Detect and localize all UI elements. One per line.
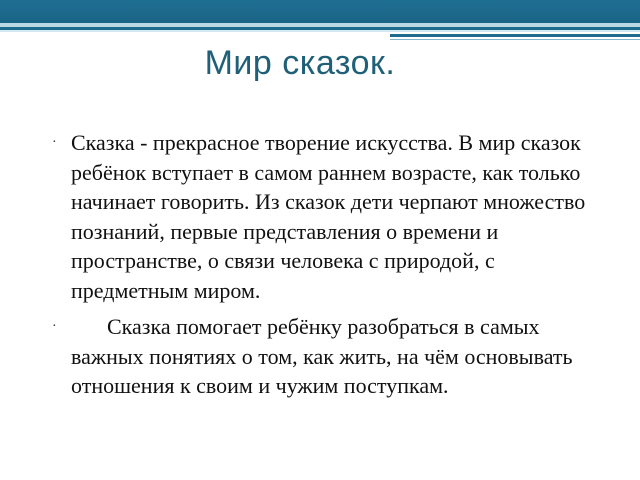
paragraph-text: Сказка помогает ребёнку разобраться в самых важных понятиях о том, как жить, на чём основывать отношения к своим и чужим поступкам. [71,314,573,398]
bullet-dot-icon: · [52,319,57,334]
paragraph-text: Сказка - прекрасное творение искусства. В мир сказок ребёнок вступает в самом раннем возрасте, как только начинает говорить. Из сказок дети черпают множество познаний, первые представления о времени и пространстве, о связи человека с природой, с предметным миром. [71,130,586,303]
slide-body [52,128,592,408]
accent-line [390,34,640,37]
bullet-paragraph [52,128,592,305]
slide-title: Мир сказок. [204,44,396,82]
accent-line-thin [390,39,640,40]
bullet-dot-icon: · [52,135,57,150]
bullet-paragraph [52,312,592,401]
header-bar [0,0,640,23]
header-stripe-pale [0,30,640,32]
